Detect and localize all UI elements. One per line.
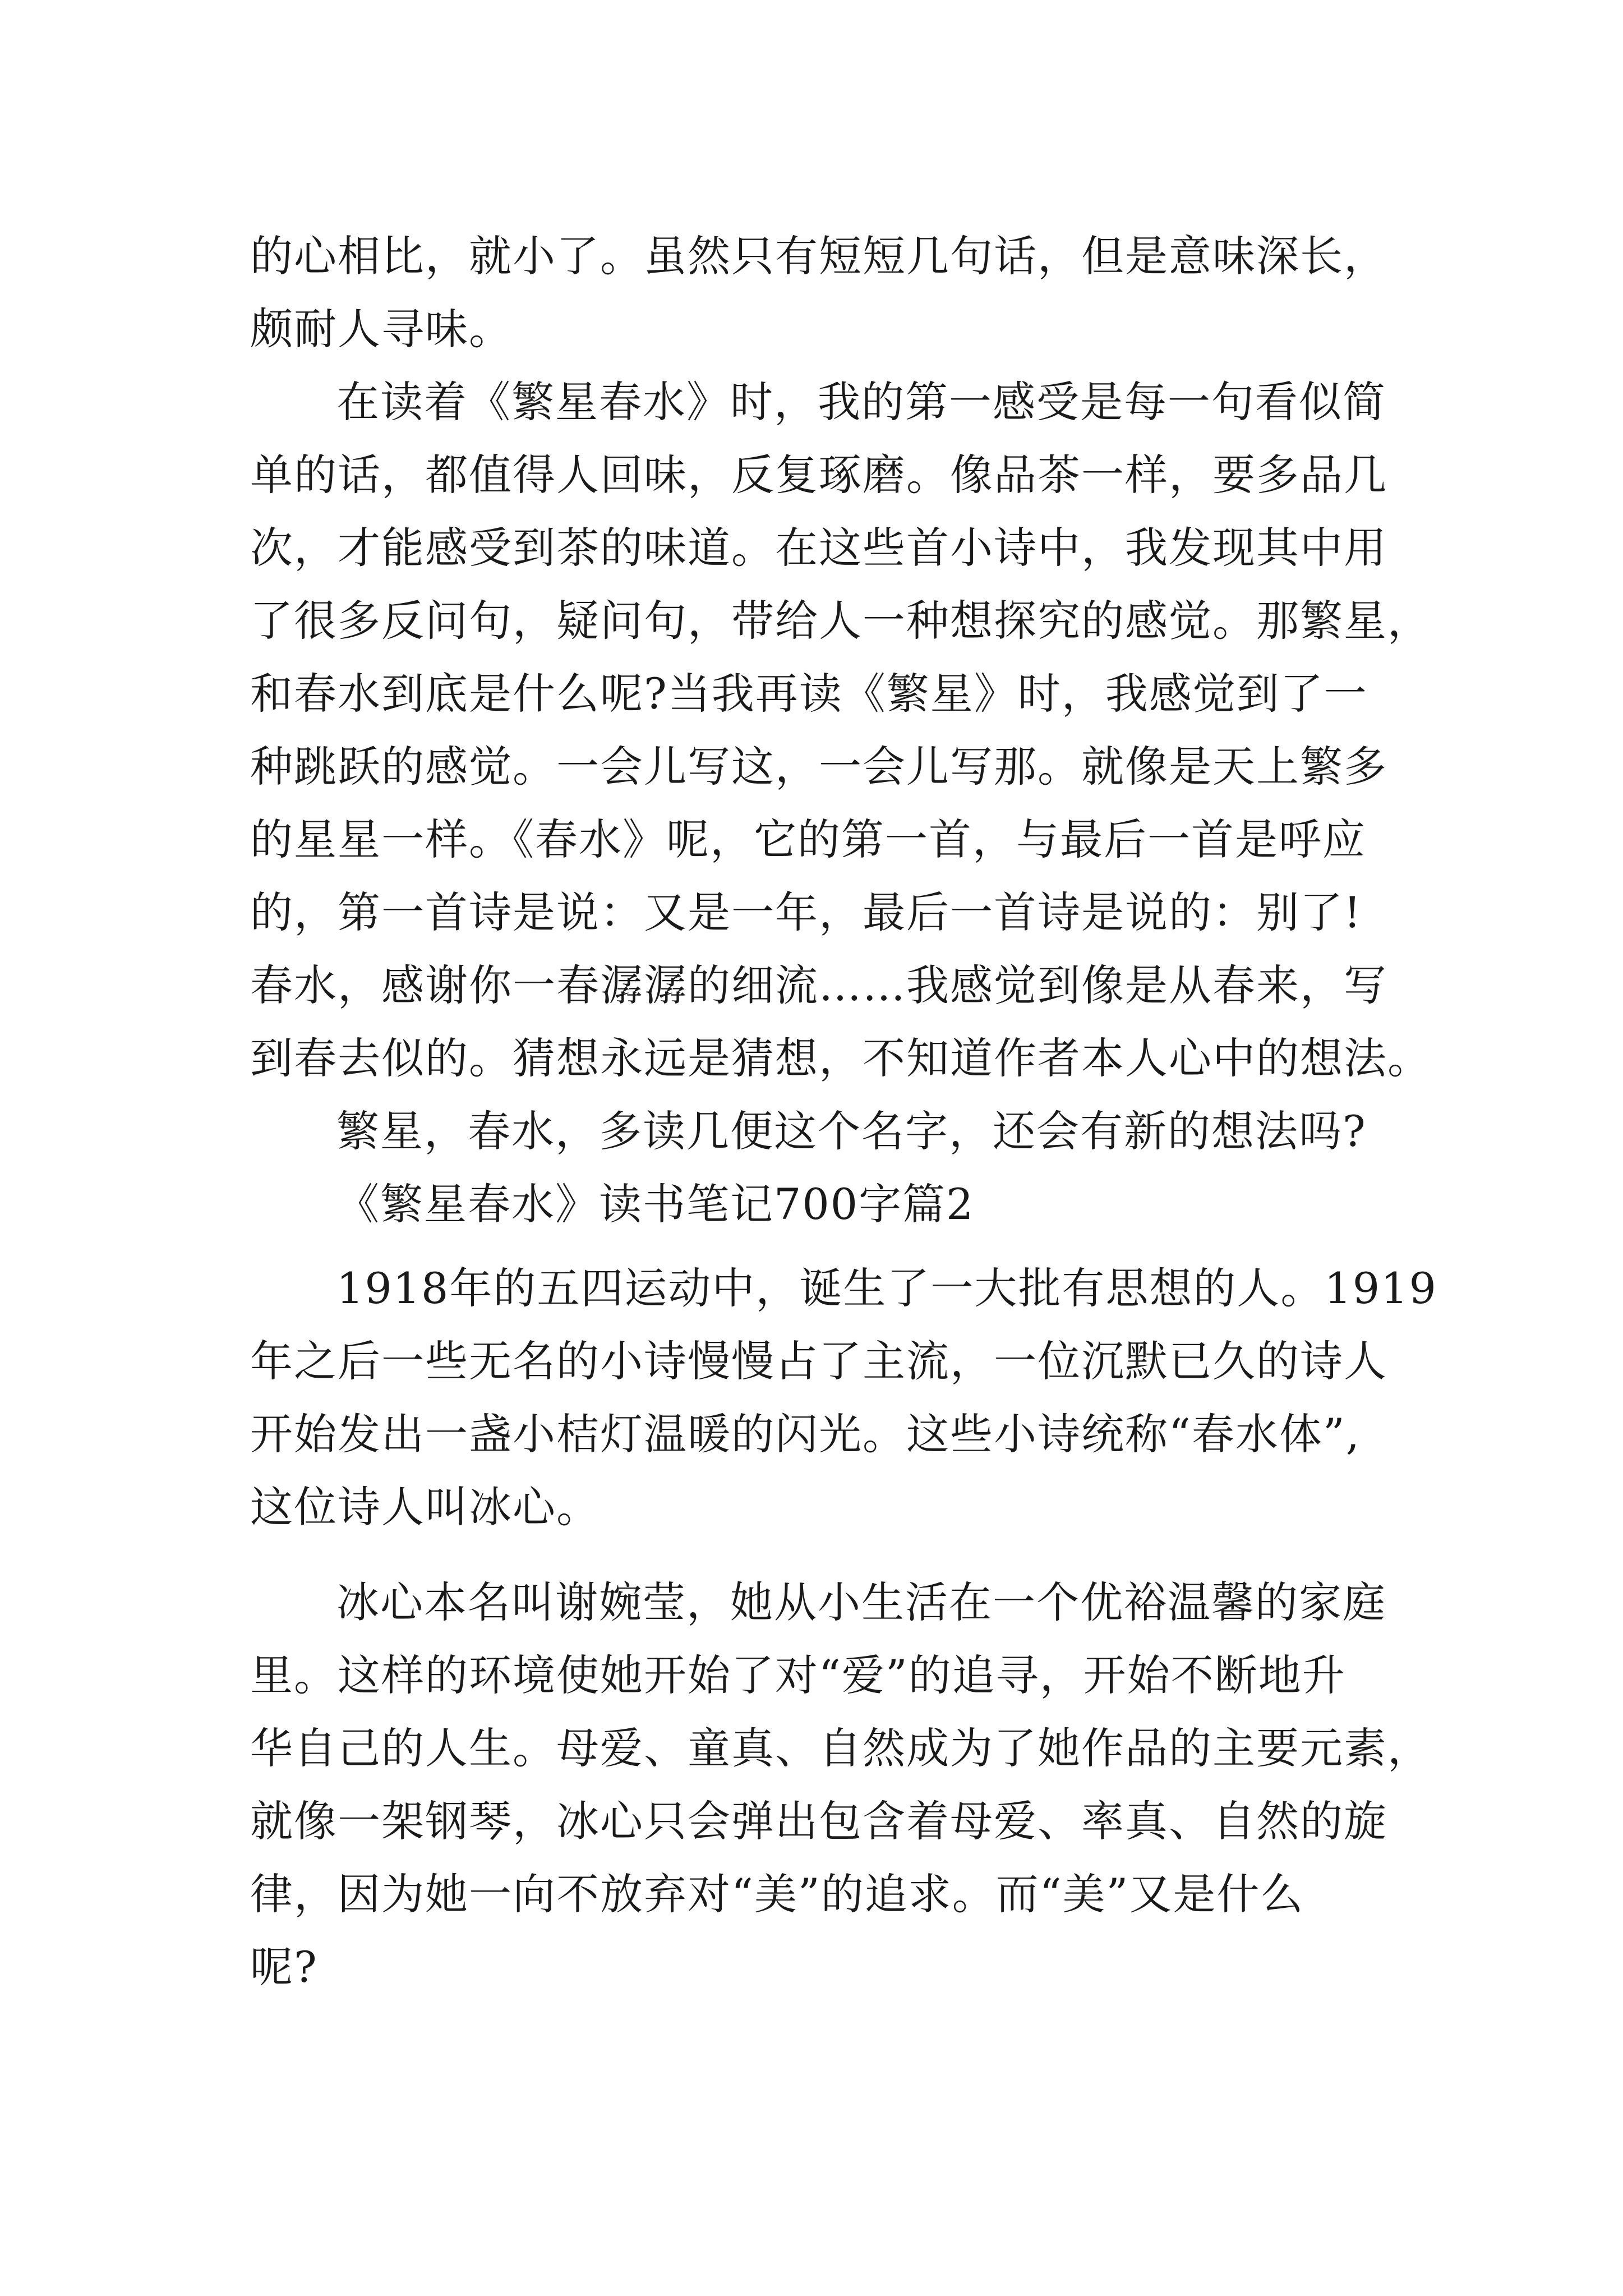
paragraph-2-line-5: 和春水到底是什么呢?当我再读《繁星》时，我感觉到了一 (250, 669, 1368, 719)
paragraph-5-line-1: 冰心本名叫谢婉莹，她从小生活在一个优裕温馨的家庭 (336, 1577, 1386, 1627)
paragraph-2-line-4: 了很多反问句，疑问句，带给人一种想探究的感觉。那繁星， (250, 596, 1431, 646)
paragraph-4-line-4: 这位诗人叫冰心。 (250, 1482, 600, 1532)
paragraph-2-line-9: 春水，感谢你一春潺潺的细流……我感觉到像是从春来，写 (250, 960, 1387, 1010)
paragraph-1-line-2: 颇耐人寻味。 (250, 304, 513, 354)
paragraph-5-line-5: 律，因为她一向不放弃对“美”的追求。而“美”又是什么 (250, 1869, 1304, 1919)
paragraph-2-line-3: 次，才能感受到茶的味道。在这些首小诗中，我发现其中用 (250, 523, 1387, 573)
paragraph-2-line-7: 的星星一样。《春水》呢，它的第一首，与最后一首是呼应 (250, 815, 1366, 864)
paragraph-2-line-1: 在读着《繁星春水》时，我的第一感受是每一句看似简 (336, 377, 1386, 427)
paragraph-4-line-2: 年之后一些无名的小诗慢慢占了主流，一位沉默已久的诗人 (250, 1336, 1387, 1386)
paragraph-4-line-1: 1918年的五四运动中，诞生了一大批有思想的人。1919 (336, 1263, 1437, 1313)
paragraph-5-line-4: 就像一架钢琴，冰心只会弹出包含着母爱、率真、自然的旋 (250, 1796, 1387, 1846)
paragraph-2-line-8: 的，第一首诗是说：又是一年，最后一首诗是说的：别了! (250, 887, 1362, 937)
section-heading: 《繁星春水》读书笔记700字篇2 (336, 1179, 975, 1229)
paragraph-1-line-1: 的心相比，就小了。虽然只有短短几句话，但是意味深长， (250, 231, 1387, 281)
paragraph-5-line-3: 华自己的人生。母爱、童真、自然成为了她作品的主要元素， (250, 1723, 1431, 1773)
paragraph-5-line-6: 呢? (250, 1942, 318, 1992)
paragraph-2-line-2: 单的话，都值得人回味，反复琢磨。像品茶一样，要多品几 (250, 450, 1387, 500)
paragraph-2-line-10: 到春去似的。猜想永远是猜想，不知道作者本人心中的想法。 (250, 1033, 1431, 1083)
paragraph-5-line-2: 里。这样的环境使她开始了对“爱”的追寻，开始不断地升 (250, 1650, 1346, 1700)
paragraph-3-line-1: 繁星，春水，多读几便这个名字，还会有新的想法吗? (336, 1106, 1367, 1156)
paragraph-2-line-6: 种跳跃的感觉。一会儿写这，一会儿写那。就像是天上繁多 (250, 742, 1387, 792)
paragraph-4-line-3: 开始发出一盏小桔灯温暖的闪光。这些小诗统称“春水体”, (250, 1409, 1361, 1459)
